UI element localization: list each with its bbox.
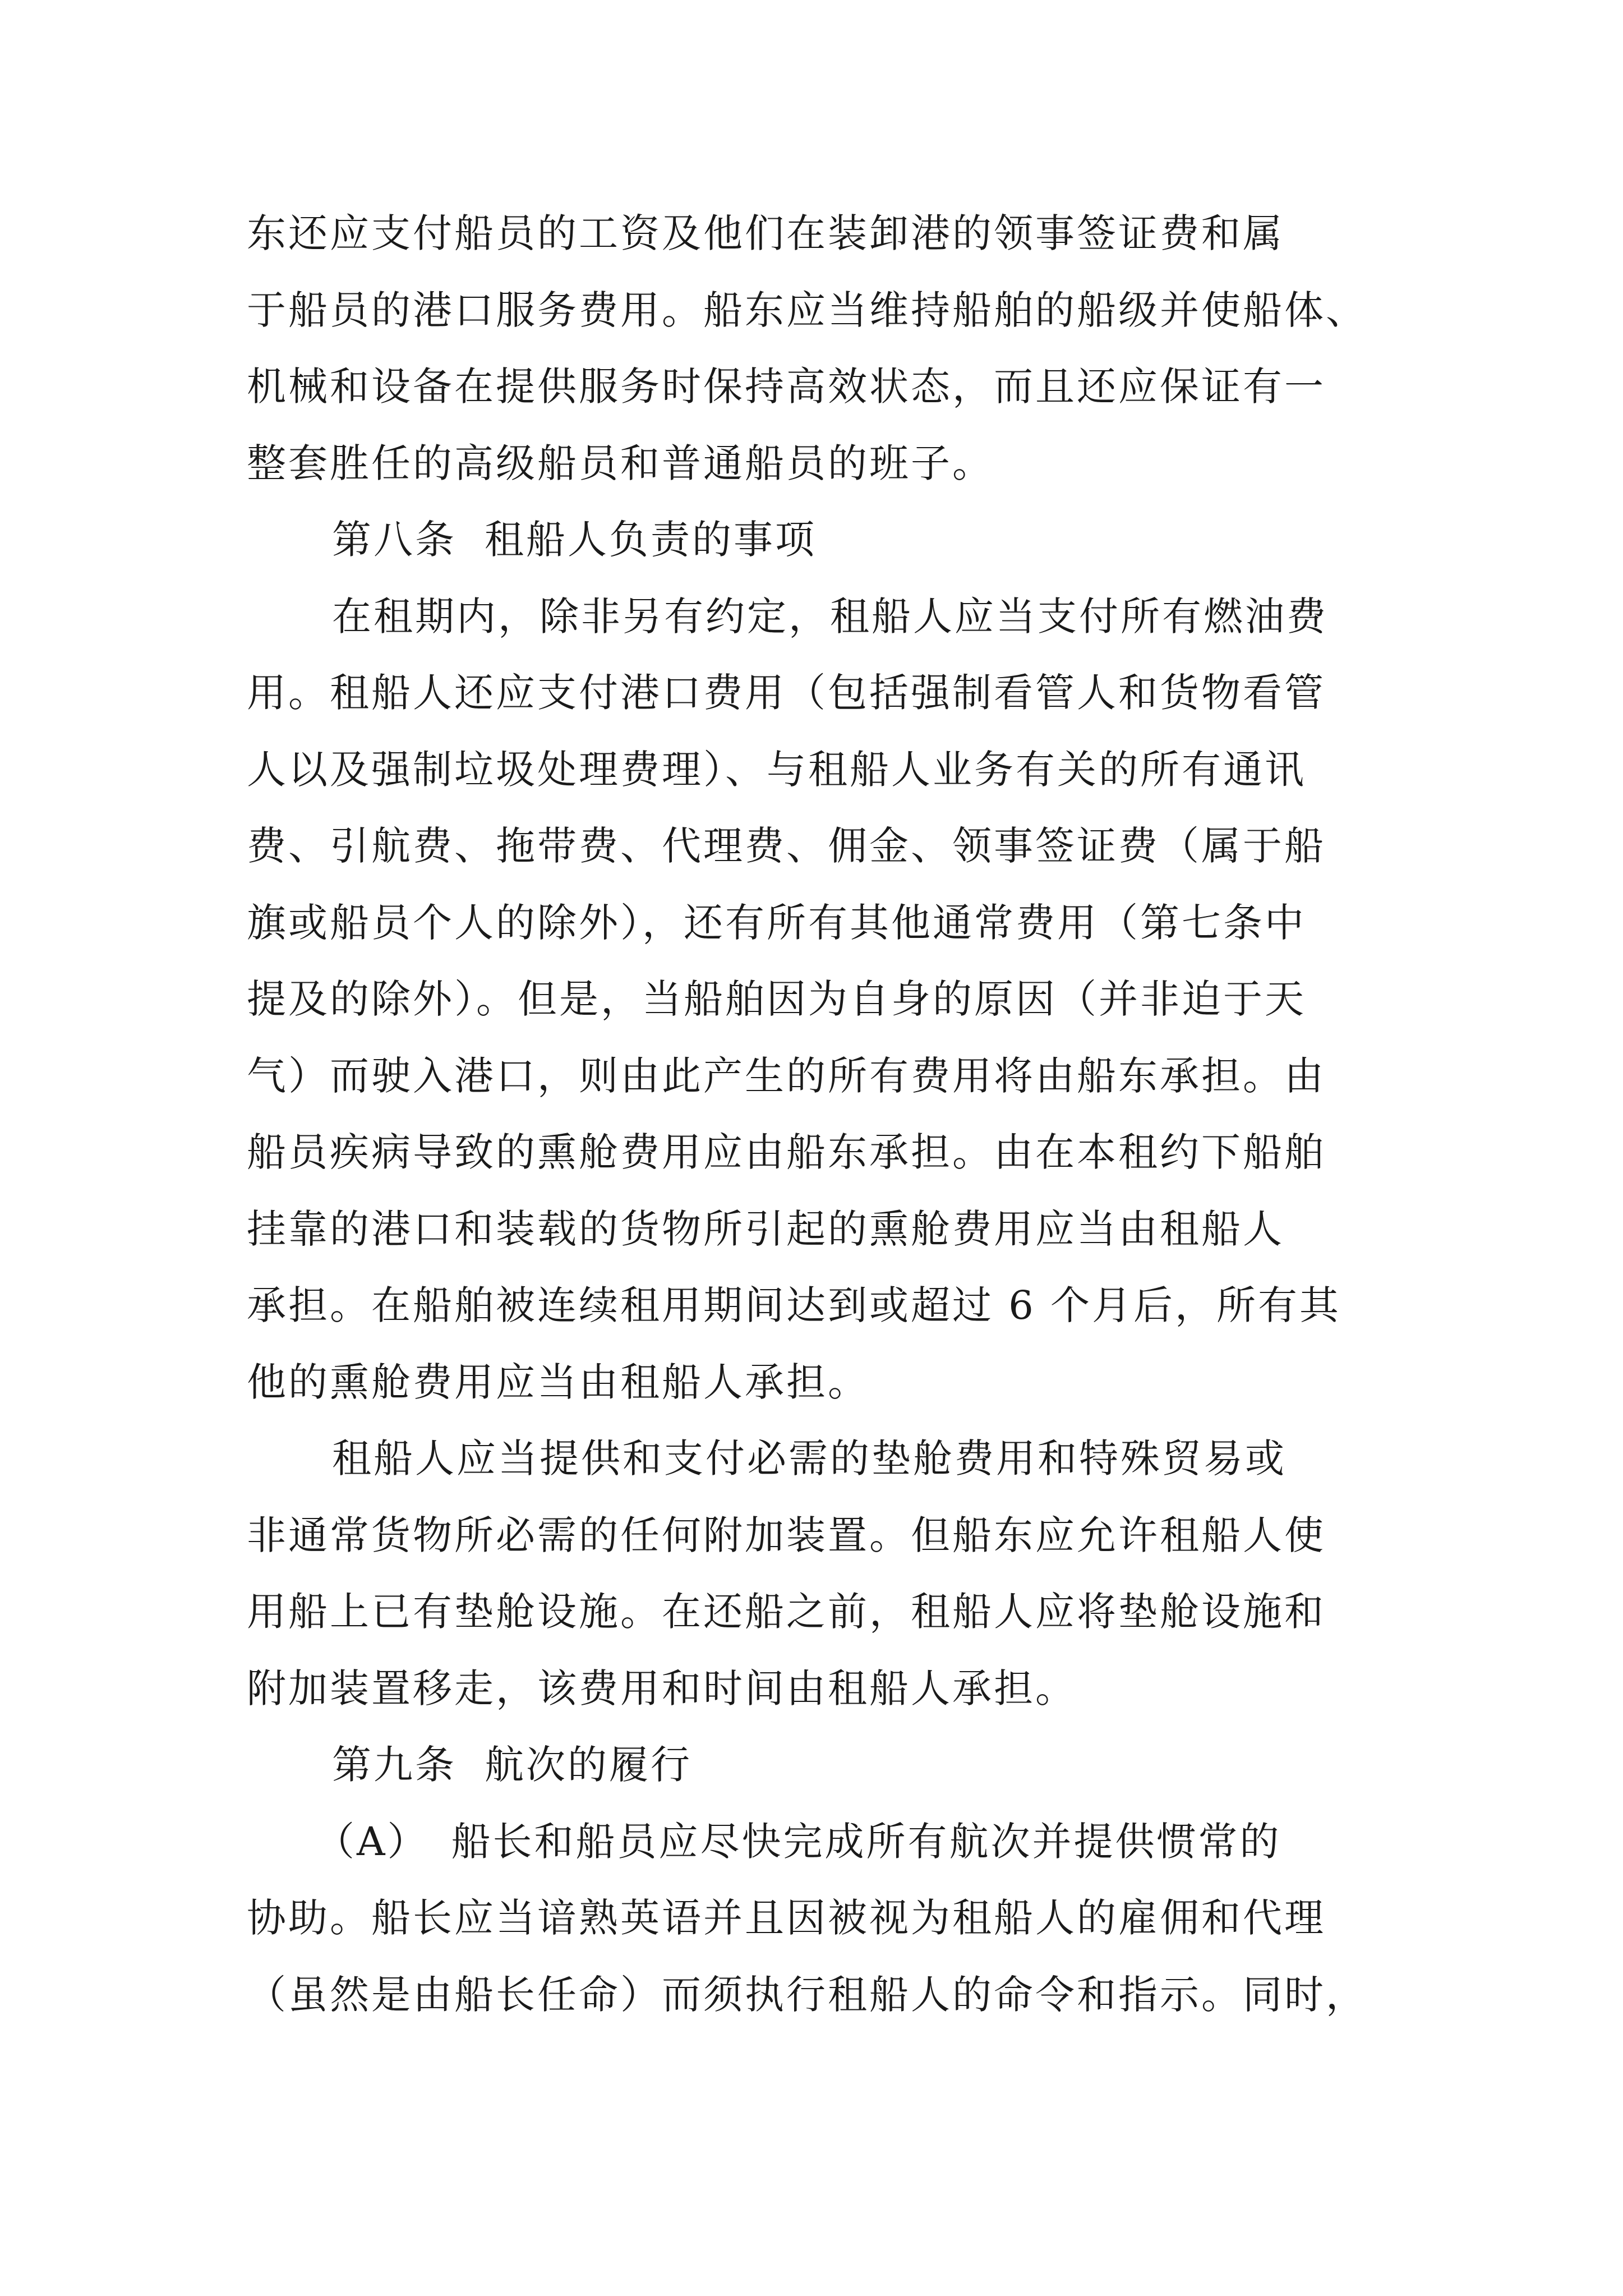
text-line: 于船员的港口服务费用。船东应当维持船舶的船级并使船体、 <box>247 287 1367 333</box>
text-line: 用。租船人还应支付港口费用（包括强制看管人和货物看管 <box>247 670 1326 716</box>
text-line: 提及的除外）。但是，当船舶因为自身的原因（并非迫于天 <box>247 976 1306 1022</box>
article-heading <box>247 1727 1441 1803</box>
text-line: 费、引航费、拖带费、代理费、佣金、领事签证费（属于船 <box>247 823 1326 869</box>
paragraph-first-line: 在租期内，除非另有约定，租船人应当支付所有燃油费 <box>332 593 1328 639</box>
text-line: 他的熏舱费用应当由租船人承担。 <box>247 1359 869 1405</box>
paragraph-first-line: 租船人应当提供和支付必需的垫舱费用和特殊贸易或 <box>332 1435 1287 1481</box>
text-line: 附加装置移走，该费用和时间由租船人承担。 <box>247 1665 1077 1711</box>
document-body <box>247 195 1441 2033</box>
subitem-text: 船长和船员应尽快完成所有航次并提供惯常的 <box>451 1818 1281 1865</box>
text-line: 承担。在船舶被连续租用期间达到或超过 6 个月后，所有其 <box>247 1282 1341 1328</box>
text-line: 整套胜任的高级船员和普通船员的班子。 <box>247 440 994 486</box>
text-line: （虽然是由船长任命）而须执行租船人的命令和指示。同时， <box>247 1971 1367 2018</box>
subitem-marker: （A） <box>315 1818 429 1865</box>
article-number: 第八条 <box>332 517 457 563</box>
text-line: 协助。船长应当谙熟英语并且因被视为租船人的雇佣和代理 <box>247 1895 1326 1941</box>
article-heading <box>247 501 1441 578</box>
text-line: 气）而驶入港口，则由此产生的所有费用将由船东承担。由 <box>247 1052 1326 1099</box>
text-line: 机械和设备在提供服务时保持高效状态，而且还应保证有一 <box>247 364 1326 409</box>
text-line: 用船上已有垫舱设施。在还船之前，租船人应将垫舱设施和 <box>247 1589 1326 1635</box>
text-line: 非通常货物所必需的任何附加装置。但船东应允许租船人使 <box>247 1512 1326 1558</box>
text-line: 船员疾病导致的熏舱费用应由船东承担。由在本租约下船舶 <box>247 1129 1326 1175</box>
text-line: 旗或船员个人的除外），还有所有其他通常费用（第七条中 <box>247 899 1306 946</box>
article-title: 租船人负责的事项 <box>485 517 817 563</box>
article-number: 第九条 <box>332 1742 457 1788</box>
text-line: 挂靠的港口和装载的货物所引起的熏舱费用应当由租船人 <box>247 1205 1284 1252</box>
article-title: 航次的履行 <box>485 1742 692 1788</box>
subitem-line <box>247 1803 1441 1880</box>
text-line: 东还应支付船员的工资及他们在装卸港的领事签证费和属 <box>247 210 1284 256</box>
text-line: 人以及强制垃圾处理费理）、与租船人业务有关的所有通讯 <box>247 746 1306 793</box>
